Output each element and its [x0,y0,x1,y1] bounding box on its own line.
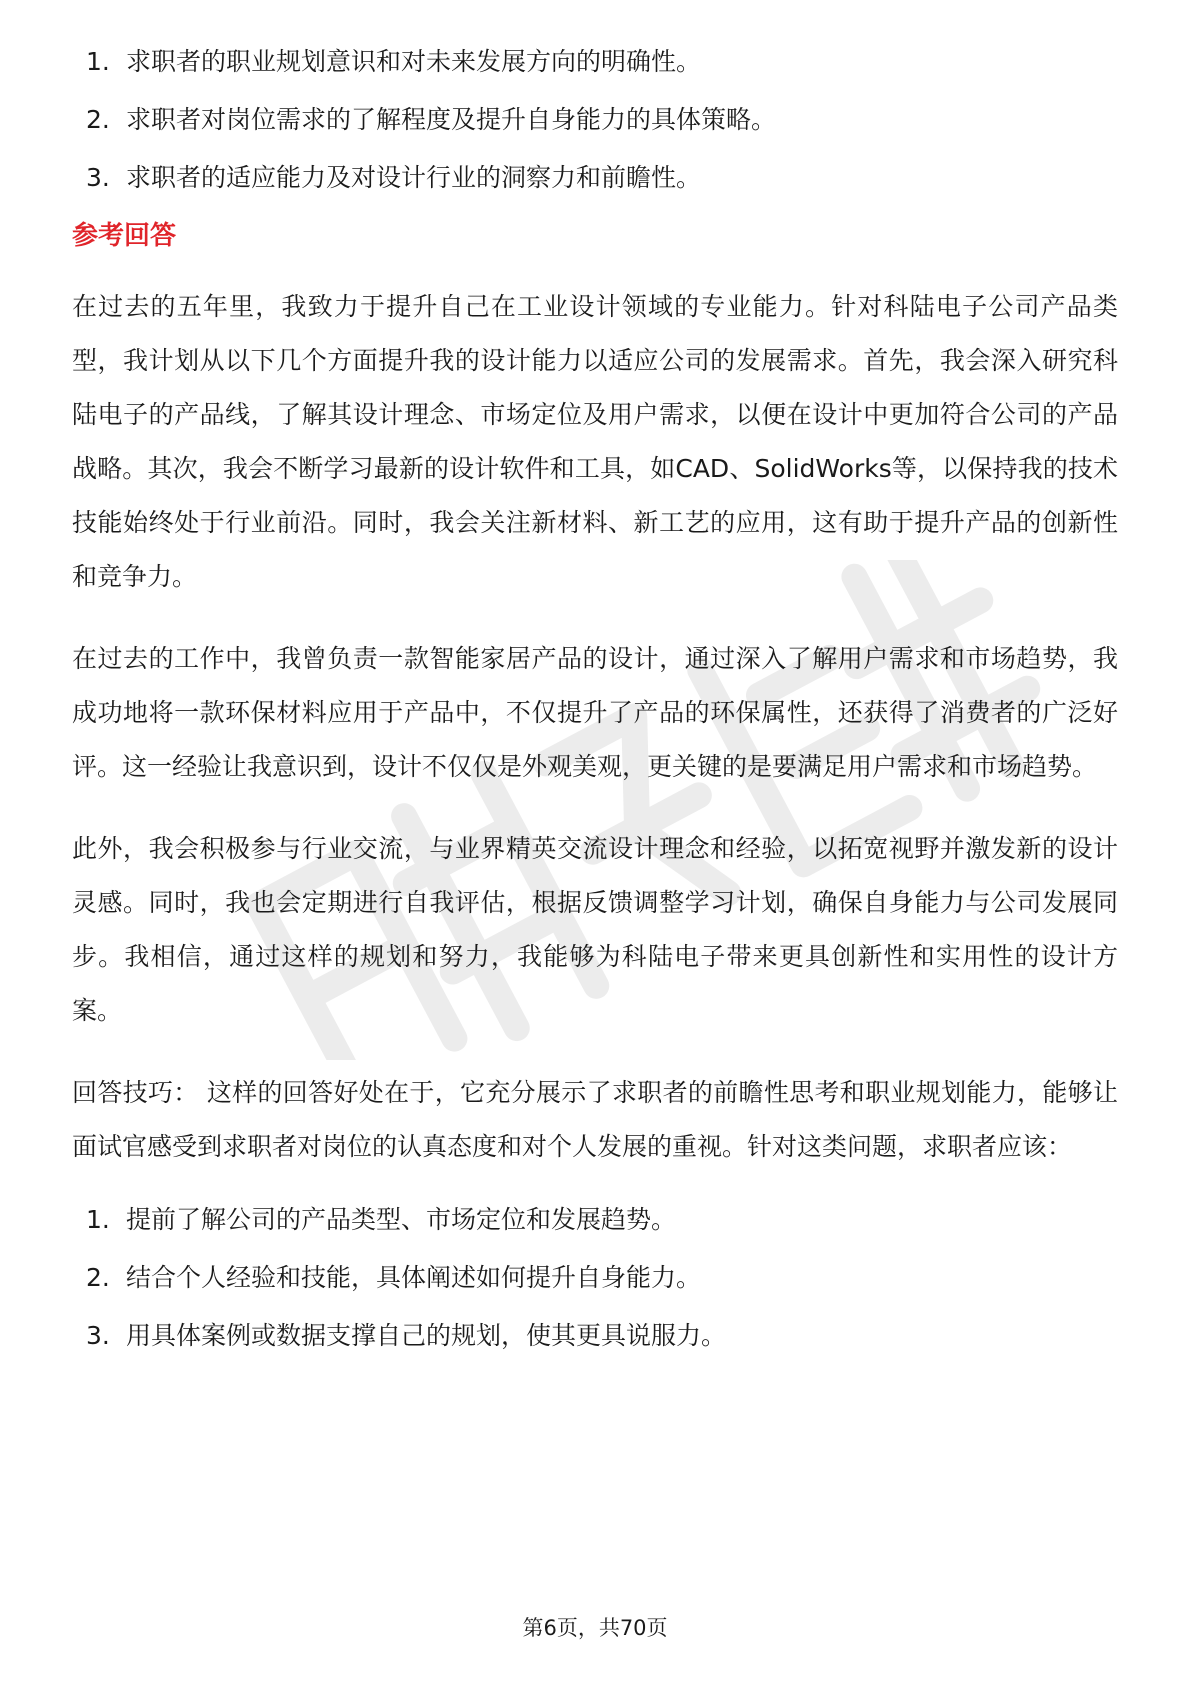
answer-tips-text: 这样的回答好处在于，它充分展示了求职者的前瞻性思考和职业规划能力，能够让面试官感受到求职者对岗位的认真态度和对个人发展的重视。针对这类问题，求职者应该： [72,1078,1118,1161]
evaluation-points-list [72,44,1118,196]
list-item [72,102,1118,138]
page-content [72,44,1118,1376]
list-item-number: 1. [86,1205,110,1234]
list-item-text: 求职者的适应能力及对设计行业的洞察力和前瞻性。 [126,163,702,192]
list-item-number: 3. [86,1321,110,1350]
list-item-number: 2. [86,105,110,134]
list-item-number: 1. [86,47,110,76]
list-item-text: 求职者的职业规划意识和对未来发展方向的明确性。 [126,47,702,76]
list-item-text: 求职者对岗位需求的了解程度及提升自身能力的具体策略。 [126,105,777,134]
answer-paragraph-1: 在过去的五年里，我致力于提升自己在工业设计领域的专业能力。针对科陆电子公司产品类型，我计划从以下几个方面提升我的设计能力以适应公司的发展需求。首先，我会深入研究科陆电子的产品线，了解其设计理念、市场定位及用户需求，以便在设计中更加符合公司的产品战略。其次，我会不断学习最新的设计软件和工具，如CAD、SolidWorks等，以保持我的技术技能始终处于行业前沿。同时，我会关注新材料、新工艺的应用，这有助于提升产品的创新性和竞争力。 [72,292,1118,591]
list-item-text: 结合个人经验和技能，具体阐述如何提升自身能力。 [126,1263,702,1292]
list-item [72,160,1118,196]
list-item-number: 2. [86,1263,110,1292]
reference-answer-heading: 参考回答 [72,221,177,251]
page-number-footer: 第6页，共70页 [522,1616,668,1640]
answer-tips-label: 回答技巧： [72,1078,199,1107]
list-item [72,1260,1118,1296]
answer-paragraph-2: 在过去的工作中，我曾负责一款智能家居产品的设计，通过深入了解用户需求和市场趋势，我成功地将一款环保材料应用于产品中，不仅提升了产品的环保属性，还获得了消费者的广泛好评。这一经验让我意识到，设计不仅仅是外观美观，更关键的是要满足用户需求和市场趋势。 [72,644,1118,781]
list-item [72,1318,1118,1354]
list-item-number: 3. [86,163,110,192]
answer-paragraph-3: 此外，我会积极参与行业交流，与业界精英交流设计理念和经验，以拓宽视野并激发新的设计灵感。同时，我也会定期进行自我评估，根据反馈调整学习计划，确保自身能力与公司发展同步。我相信，通过这样的规划和努力，我能够为科陆电子带来更具创新性和实用性的设计方案。 [72,834,1118,1025]
list-item-text: 提前了解公司的产品类型、市场定位和发展趋势。 [126,1205,677,1234]
advice-list [72,1202,1118,1354]
list-item [72,44,1118,80]
list-item [72,1202,1118,1238]
list-item-text: 用具体案例或数据支撑自己的规划，使其更具说服力。 [126,1321,727,1350]
answer-tips-paragraph [72,1066,1118,1174]
